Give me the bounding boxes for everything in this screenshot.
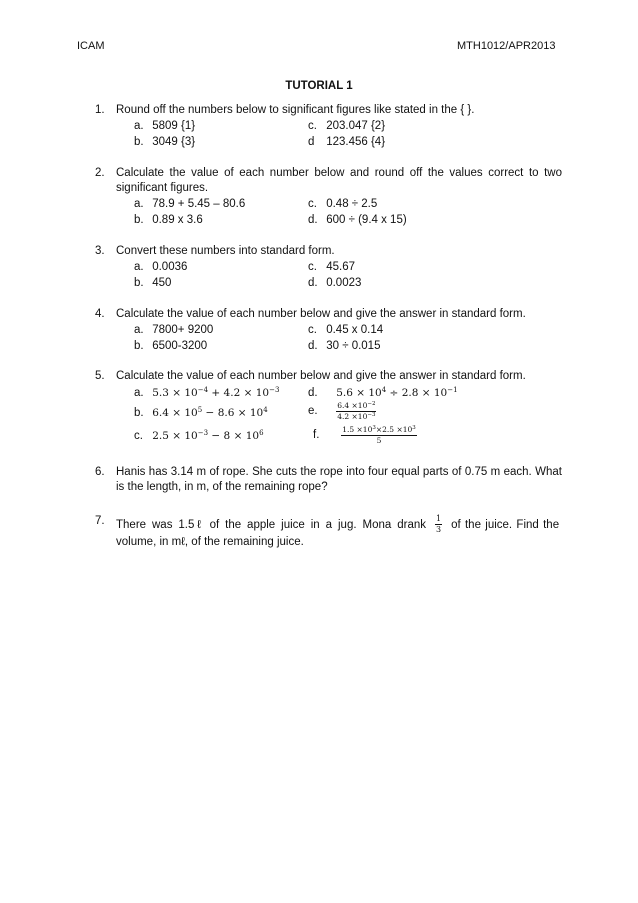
option-label: d. xyxy=(308,214,318,226)
option-1c xyxy=(308,119,385,134)
option-text: 0.48 ÷ 2.5 xyxy=(326,198,378,210)
option-label: a. xyxy=(134,324,144,336)
fraction-expression: $\frac{6.4 \times 10^{-2}}{4.2 \times 10^{-3}}$ xyxy=(337,401,376,421)
option-text: 0.45 x 0.14 xyxy=(326,324,384,336)
option-text: 123.456 {4} xyxy=(326,136,386,148)
option-4c xyxy=(308,323,383,338)
option-text: 30 ÷ 0.015 xyxy=(326,340,381,352)
question-text: Hanis has 3.14 m of rope. She cuts the rope into four equal parts of 0.75 m each. What is the length, in m, of the remaining rope? xyxy=(116,466,562,493)
option-4b xyxy=(134,339,207,354)
question-number: 3. xyxy=(95,245,105,257)
option-text: 6500-3200 xyxy=(152,340,208,352)
option-expression: $5.6 \times 10^4 \div 2.8 \times 10^{-1}$ xyxy=(336,386,458,399)
option-5b xyxy=(134,406,268,421)
option-label: a. xyxy=(134,198,144,210)
option-2b xyxy=(134,213,203,228)
option-3a xyxy=(134,260,187,275)
option-text: 5809 {1} xyxy=(152,120,196,132)
option-expression: $6.4 \times 10^5 - 8.6 \times 10^4$ xyxy=(152,406,268,419)
option-label: b. xyxy=(134,277,144,289)
option-label: a. xyxy=(134,120,144,132)
option-text: 450 xyxy=(152,277,172,289)
question-text: Convert these numbers into standard form. xyxy=(116,245,335,257)
option-label: d xyxy=(308,136,315,148)
page-title: TUTORIAL 1 xyxy=(285,80,353,92)
option-5a xyxy=(134,386,279,401)
option-text: 3049 {3} xyxy=(152,136,196,148)
option-label: c. xyxy=(308,324,317,336)
question-text: Round off the numbers below to significant figures like stated in the { }. xyxy=(116,104,475,116)
option-5e xyxy=(308,401,376,422)
question-number: 1. xyxy=(95,104,105,116)
option-label: c. xyxy=(308,261,317,273)
question-text: There was 1.5ℓ of the apple juice in a jug. Mona drank $\frac{1}{3}$ of the juice. Find the xyxy=(116,514,560,534)
option-label: a. xyxy=(134,387,144,399)
option-expression: $5.3 \times 10^{-4} + 4.2 \times 10^{-3}$ xyxy=(152,386,280,399)
option-label: d. xyxy=(308,340,318,352)
option-1d xyxy=(308,135,385,150)
option-label: d. xyxy=(308,277,318,289)
option-label: a. xyxy=(134,261,144,273)
option-2d xyxy=(308,213,407,228)
question-number: 6. xyxy=(95,466,105,478)
option-3c xyxy=(308,260,355,275)
option-label: e. xyxy=(308,405,318,417)
option-2c xyxy=(308,197,377,212)
option-expression: $2.5 \times 10^{-3} - 8 \times 10^6$ xyxy=(152,429,264,442)
option-label: c. xyxy=(308,120,317,132)
option-3d xyxy=(308,276,361,291)
fraction-expression: $\frac{1.5 \times 10^3\times 2.5 \times 10^3}{5}$ xyxy=(342,425,416,445)
option-label: b. xyxy=(134,340,144,352)
option-text: 78.9 + 5.45 – 80.6 xyxy=(152,198,246,210)
option-3b xyxy=(134,276,171,291)
question-text: volume, in mℓ, of the remaining juice. xyxy=(116,536,304,548)
question-text: Calculate the value of each number below and round off the values correct to two significant figures. xyxy=(116,167,562,194)
option-text: 0.0036 xyxy=(152,261,188,273)
option-1a xyxy=(134,119,195,134)
fraction-one-third: $\frac{1}{3}$ xyxy=(436,514,442,534)
option-2a xyxy=(134,197,245,212)
question-number: 7. xyxy=(95,515,105,527)
option-1b xyxy=(134,135,195,150)
option-text: 203.047 {2} xyxy=(326,120,386,132)
option-text: 7800+ 9200 xyxy=(152,324,214,336)
question-text: Calculate the value of each number below and give the answer in standard form. xyxy=(116,308,526,320)
question-number: 2. xyxy=(95,167,105,179)
option-text: 0.89 x 3.6 xyxy=(152,214,203,226)
option-4d xyxy=(308,339,380,354)
option-label: b. xyxy=(134,214,144,226)
question-text: Calculate the value of each number below and give the answer in standard form. xyxy=(116,370,526,382)
option-label: c. xyxy=(308,198,317,210)
option-5c xyxy=(134,429,264,444)
option-text: 600 ÷ (9.4 x 15) xyxy=(326,214,407,226)
question-number: 4. xyxy=(95,308,105,320)
header-code-right: MTH1012/APR2013 xyxy=(457,40,556,52)
option-5d xyxy=(308,386,458,401)
option-text: 0.0023 xyxy=(326,277,362,289)
option-label: c. xyxy=(134,430,143,442)
option-label: d. xyxy=(308,387,318,399)
option-label: f. xyxy=(313,429,320,441)
option-label: b. xyxy=(134,407,144,419)
header-course-left: ICAM xyxy=(77,40,105,52)
question-number: 5. xyxy=(95,370,105,382)
option-5f xyxy=(313,425,417,446)
option-text: 45.67 xyxy=(326,261,355,273)
option-label: b. xyxy=(134,136,144,148)
option-4a xyxy=(134,323,213,338)
